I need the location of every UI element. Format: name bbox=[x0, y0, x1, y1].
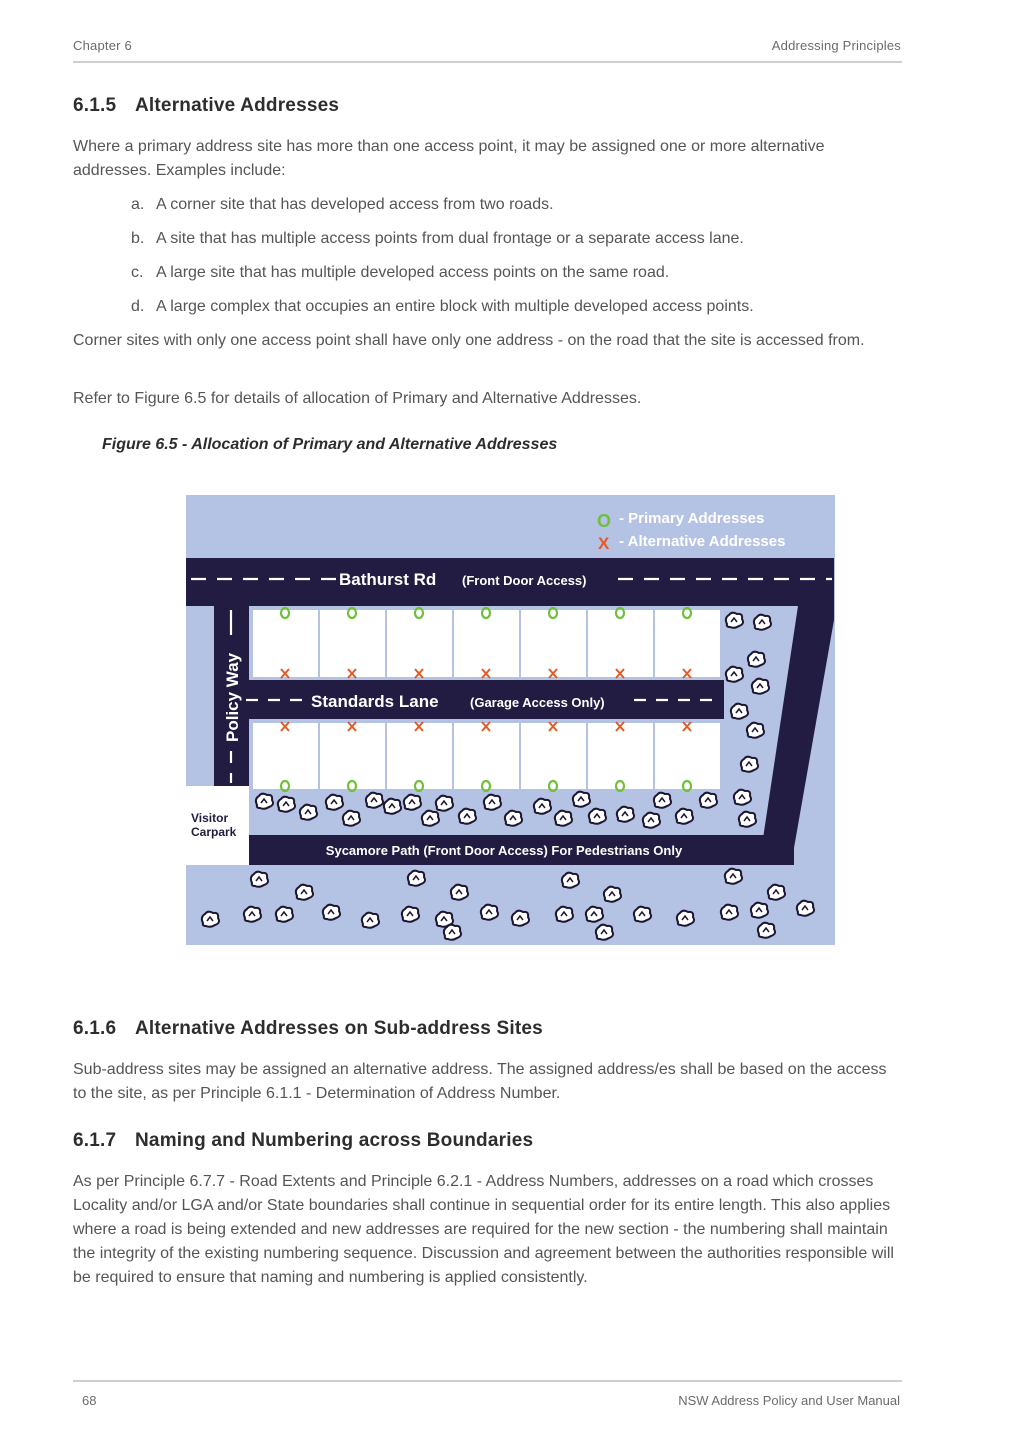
address-allocation-diagram bbox=[186, 495, 835, 945]
heading-6-1-7: 6.1.7 Naming and Numbering across Boundaries bbox=[73, 1130, 534, 1151]
legend-primary-label: - Primary Addresses bbox=[619, 510, 765, 527]
bathurst-rd-label: Bathurst Rd bbox=[339, 570, 437, 589]
standards-lane-label: Standards Lane bbox=[311, 692, 439, 711]
legend-primary-symbol: O bbox=[597, 511, 612, 531]
heading-6-1-5: 6.1.5 Alternative Addresses bbox=[73, 95, 340, 116]
s615-paragraph-2: Corner sites with only one access point shall have only one address - on the road that the site is accessed from. bbox=[73, 332, 865, 349]
sycamore-path-label: Sycamore Path (Front Door Access) For Pedestrians Only bbox=[325, 843, 683, 858]
list-item: d. A large complex that occupies an entire block with multiple developed access points. bbox=[131, 298, 754, 315]
standards-lane-note: (Garage Access Only) bbox=[470, 695, 605, 710]
manual-title: NSW Address Policy and User Manual bbox=[678, 1393, 900, 1408]
carpark-label-1: Visitor bbox=[191, 811, 229, 825]
chapter-label: Chapter 6 bbox=[73, 38, 132, 53]
s616-paragraph: Sub-address sites may be assigned an alternative address. The assigned address/es shall be based on the access to the site, as per Principle 6.1.1 - Determination of Address Number. bbox=[73, 1061, 887, 1102]
bathurst-rd-note: (Front Door Access) bbox=[462, 573, 587, 588]
s617-paragraph: As per Principle 6.7.7 - Road Extents and Principle 6.2.1 - Address Numbers, addresses on a road which crosses Locality and/or LGA and/or State boundaries shall continue in sequential order for its entire length. This also applies where a road is being extended and new addresses are required for the new section - the numbering shall maintain the integrity of the existing numbering sequence. Discussion and agreement between the authorities responsible will be required to ensure that naming and numbering is applied consistently. bbox=[73, 1173, 894, 1286]
policy-way-label: Policy Way bbox=[223, 652, 242, 742]
list-item: a. A corner site that has developed access from two roads. bbox=[131, 196, 554, 213]
carpark-label-2: Carpark bbox=[191, 825, 237, 839]
north-lots bbox=[253, 610, 720, 677]
s615-paragraph-3: Refer to Figure 6.5 for details of allocation of Primary and Alternative Addresses. bbox=[73, 390, 642, 407]
section-label: Addressing Principles bbox=[771, 38, 901, 53]
footer-rule bbox=[73, 1380, 902, 1382]
legend-alt-label: - Alternative Addresses bbox=[619, 533, 786, 550]
header-rule bbox=[73, 61, 902, 63]
list-item: b. A site that has multiple access points from dual frontage or a separate access lane. bbox=[131, 230, 744, 247]
list-item: c. A large site that has multiple developed access points on the same road. bbox=[131, 264, 670, 281]
heading-6-1-6: 6.1.6 Alternative Addresses on Sub-address Sites bbox=[73, 1018, 543, 1039]
page-number: 68 bbox=[82, 1393, 97, 1408]
figure-caption: Figure 6.5 - Allocation of Primary and Alternative Addresses bbox=[102, 436, 558, 453]
legend-alt-symbol: X bbox=[598, 534, 610, 553]
south-lots bbox=[253, 723, 720, 789]
s615-intro: Where a primary address site has more than one access point, it may be assigned one or more alternative addresses. Examples include: bbox=[73, 138, 825, 179]
